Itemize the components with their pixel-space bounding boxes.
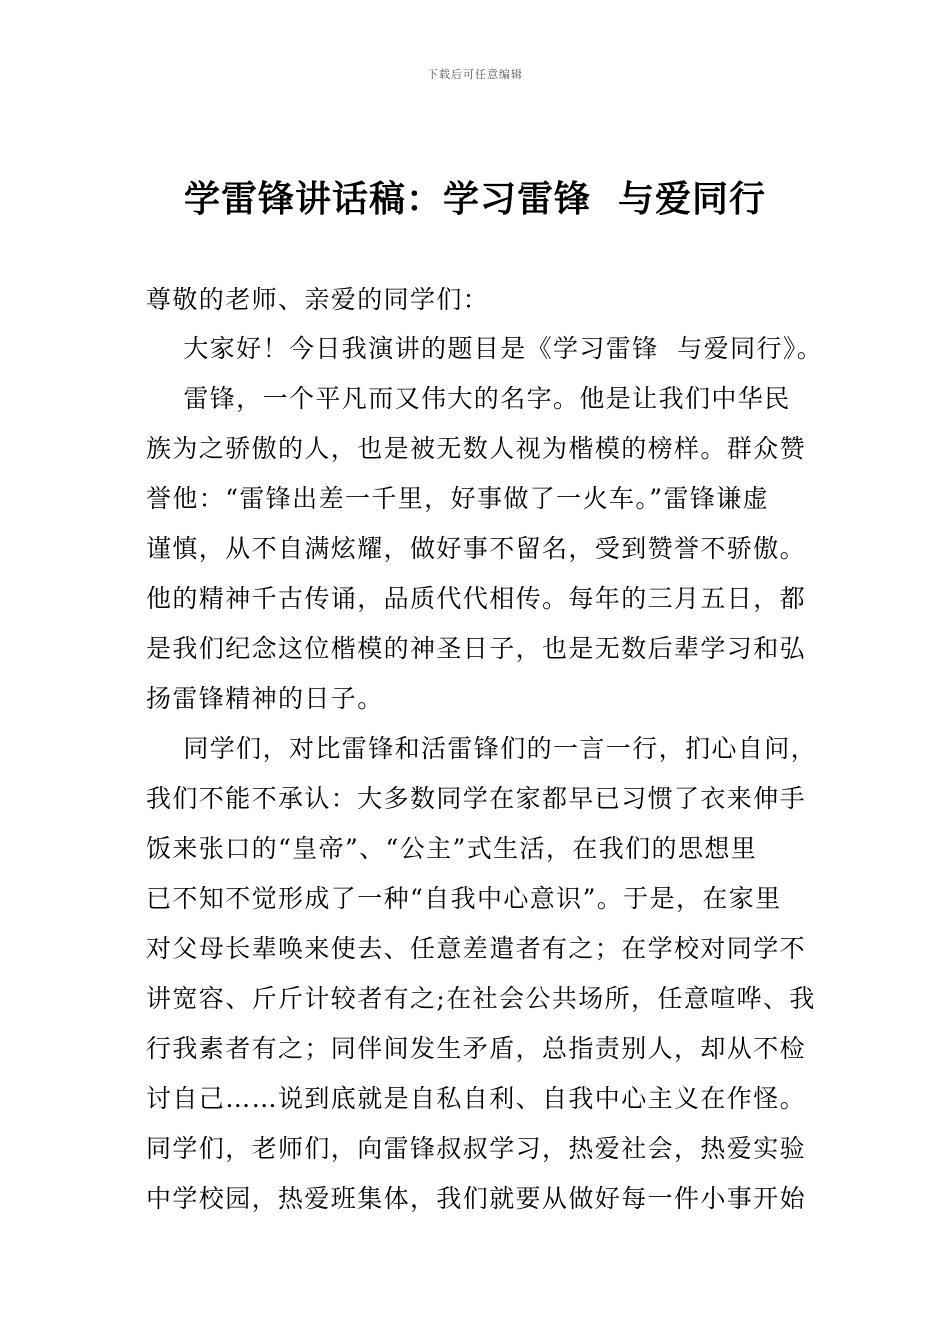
- text-line: 讨自己……说到底就是自私自利、自我中心主义在作怪。: [146, 1084, 807, 1113]
- text-line: 行我素者有之；同伴间发生矛盾，总指责别人，却从不检: [146, 1034, 807, 1063]
- text-line: 扬雷锋精神的日子。: [146, 684, 384, 713]
- text-line: 已不知不觉形成了一种“自我中心意识”。于是，在家里: [146, 884, 782, 913]
- text-line: 同学们，老师们，向雷锋叔叔学习，热爱社会，热爱实验: [146, 1134, 807, 1163]
- text-line: 中学校园，热爱班集体，我们就要从做好每一件小事开始: [146, 1184, 807, 1213]
- text-line: 大家好！今日我演讲的题目是《学习雷锋 与爱同行》。: [146, 334, 824, 363]
- text-line: 誉他：“雷锋出差一千里，好事做了一火车。”雷锋谦虚: [146, 484, 770, 513]
- text-line: 我们不能不承认：大多数同学在家都早已习惯了衣来伸手: [146, 784, 807, 813]
- text-line: 同学们，对比雷锋和活雷锋们的一言一行，扪心自问，: [146, 734, 817, 763]
- text-line: 讲宽容、斤斤计较者有之;在社会公共场所，任意喧哗、我: [146, 984, 816, 1013]
- text-line: 族为之骄傲的人，也是被无数人视为楷模的榜样。群众赞: [146, 434, 807, 463]
- text-line: 饭来张口的“皇帝”、“公主”式生活，在我们的思想里: [146, 834, 758, 863]
- text-line: 雷锋，一个平凡而又伟大的名字。他是让我们中华民: [146, 384, 791, 413]
- text-line: 谨慎，从不自满炫耀，做好事不留名，受到赞誉不骄傲。: [146, 534, 807, 563]
- header-note: 下载后可任意编辑: [427, 68, 523, 81]
- text-line: 他的精神千古传诵，品质代代相传。每年的三月五日，都: [146, 584, 807, 613]
- text-line: 尊敬的老师、亲爱的同学们：: [146, 285, 490, 314]
- text-line: 对父母长辈唤来使去、任意差遣者有之；在学校对同学不: [146, 934, 807, 963]
- text-line: 是我们纪念这位楷模的神圣日子，也是无数后辈学习和弘: [146, 634, 807, 663]
- page-title: 学雷锋讲话稿：学习雷锋 与爱同行: [183, 179, 767, 220]
